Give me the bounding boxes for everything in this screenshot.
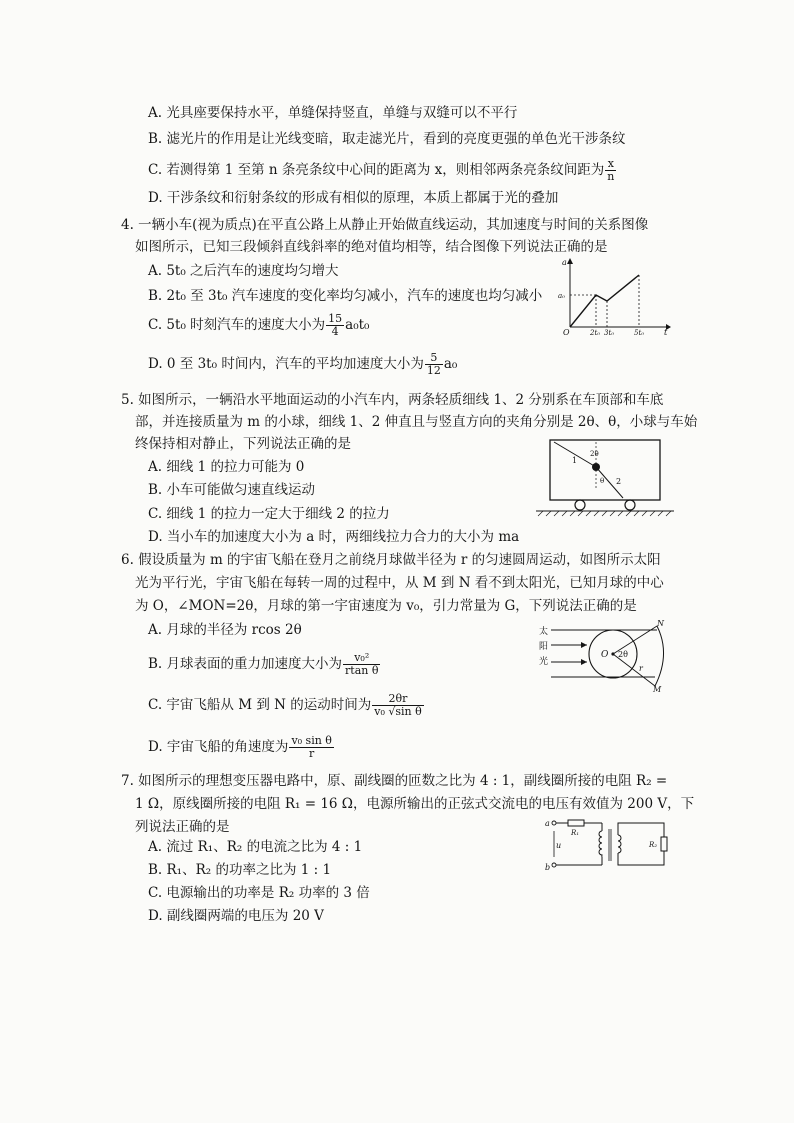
q6-b-text: B. 月球表面的重力加速度大小为 xyxy=(148,656,343,672)
q5-ball xyxy=(592,463,600,471)
q4-label-5t0: 5t₀ xyxy=(634,329,645,335)
q6-b-num: v₀² xyxy=(343,652,380,665)
q4-d-den: 12 xyxy=(426,364,441,377)
q6-orbit-arc xyxy=(655,626,664,686)
q7-option-a: A. 流过 R₁、R₂ 的电流之比为 4 : 1 xyxy=(148,839,363,855)
q6-b-fraction xyxy=(343,652,380,677)
q7-terminal-a xyxy=(552,821,556,825)
q4-label-o: O xyxy=(563,328,570,335)
q7-transformer-circuit xyxy=(544,815,674,875)
q4-label-3t0: 3t₀ xyxy=(604,329,615,335)
q3-c-num: x xyxy=(605,158,616,171)
q6-label-r: r xyxy=(639,664,643,673)
q6-c-text: C. 宇宙飞船从 M 到 N 的运动时间为 xyxy=(148,697,372,713)
q7-secondary-wire-top xyxy=(618,823,664,837)
q6-stem-2: 光为平行光，宇宙飞船在每转一周的过程中，从 M 到 N 看不到太阳光，已知月球的中心 xyxy=(135,575,664,591)
q6-option-b xyxy=(148,652,381,677)
q6-option-a: A. 月球的半径为 rcos 2θ xyxy=(148,622,302,638)
q7-option-b: B. R₁、R₂ 的功率之比为 1 : 1 xyxy=(148,862,332,878)
q5-option-b: B. 小车可能做匀速直线运动 xyxy=(148,482,316,498)
q4-option-d xyxy=(148,352,457,377)
q3-option-d: D. 干涉条纹和衍射条纹的形成有相似的原理，本质上都属于光的叠加 xyxy=(148,190,559,206)
q6-sun-char-3: 光 xyxy=(539,657,549,667)
q4-option-a: A. 5t₀ 之后汽车的速度均匀增大 xyxy=(148,263,339,279)
q6-d-num: v₀ sin θ xyxy=(291,734,332,747)
q4-label-a0: a₀ xyxy=(558,292,565,300)
q3-option-b: B. 滤光片的作用是让光线变暗，取走滤光片，看到的亮度更强的单色光干涉条纹 xyxy=(148,131,626,147)
q5-angle-theta: θ xyxy=(600,477,605,485)
q4-c-fraction xyxy=(326,313,344,338)
q7-label-r1: R₁ xyxy=(571,829,580,837)
q6-b-den: rtan θ xyxy=(345,664,379,677)
q5-wheel-right xyxy=(625,500,635,510)
q7-stem-3: 列说法正确的是 xyxy=(135,819,230,835)
q6-c-num: 2θr xyxy=(372,693,424,706)
q6-center xyxy=(611,652,614,655)
q7-label-b: b xyxy=(545,863,551,872)
q6-c-fraction xyxy=(372,693,424,718)
q6-sun-char-2: 阳 xyxy=(539,642,549,652)
q7-option-c: C. 电源输出的功率是 R₂ 功率的 3 倍 xyxy=(148,885,370,901)
q5-option-c: C. 细线 1 的拉力一定大于细线 2 的拉力 xyxy=(148,506,390,522)
q6-stem-1: 6. 假设质量为 m 的宇宙飞船在登月之前绕月球做半径为 r 的匀速圆周运动，如图所示太阳 xyxy=(121,552,661,568)
q6-sun-char-1: 太 xyxy=(539,627,549,637)
q7-primary-coil xyxy=(599,831,602,857)
q4-label-t: t xyxy=(664,328,668,335)
q4-acceleration-time-graph xyxy=(556,255,676,335)
q7-label-u: u xyxy=(556,841,562,850)
q6-arrow-2 xyxy=(581,659,587,665)
q5-angle-2theta: 2θ xyxy=(590,450,599,458)
q6-arrow-1 xyxy=(581,642,587,648)
q5-stem-2: 部，并连接质量为 m 的小球，细线 1、2 伸直且与竖直方向的夹角分别是 2θ、θ，小球与车始 xyxy=(135,414,698,430)
q4-d-text: D. 0 至 3t₀ 时间内，汽车的平均加速度大小为 xyxy=(148,356,424,372)
q5-option-d: D. 当小车的加速度大小为 a 时，两细线拉力合力的大小为 ma xyxy=(148,529,520,545)
q4-label-2t0: 2t₀ xyxy=(590,329,601,335)
q5-stem-1: 5. 如图所示，一辆沿水平地面运动的小汽车内，两条轻质细线 1、2 分别系在车顶部和车底 xyxy=(121,392,664,408)
q5-wheel-left xyxy=(575,500,585,510)
q7-stem-2: 1 Ω，原线圈所接的电阻 R₁ = 16 Ω，电源所输出的正弦式交流电的电压有效值为 200 V，下 xyxy=(135,796,695,812)
q3-option-c xyxy=(148,158,617,183)
q4-option-c xyxy=(148,313,369,338)
q7-stem-1: 7. 如图所示的理想变压器电路中，原、副线圈的匝数之比为 4 : 1，副线圈所接的电阻 R₂ = xyxy=(121,773,668,789)
q3-c-den: n xyxy=(607,170,615,183)
q3-option-a: A. 光具座要保持水平，单缝保持竖直，单缝与双缝可以不平行 xyxy=(148,105,518,121)
q5-label-1: 1 xyxy=(572,456,578,465)
q5-ground-hatch xyxy=(538,511,671,516)
q4-graph-line xyxy=(570,275,639,327)
q7-resistor-r2 xyxy=(661,837,667,851)
q6-option-c xyxy=(148,693,425,718)
q4-c-tail: a₀t₀ xyxy=(345,317,370,333)
q4-c-num: 15 xyxy=(328,312,343,325)
q4-label-a: a xyxy=(562,258,567,267)
q5-stem-3: 终保持相对静止，下列说法正确的是 xyxy=(135,436,351,452)
q4-a-arrow xyxy=(567,258,573,264)
q7-label-a: a xyxy=(545,819,550,828)
q6-d-fraction xyxy=(289,735,334,760)
q6-stem-3: 为 O，∠MON=2θ，月球的第一宇宙速度为 v₀，引力常量为 G，下列说法正确的是 xyxy=(135,598,637,614)
q7-secondary-coil xyxy=(618,835,621,853)
q7-label-r2: R₂ xyxy=(649,841,658,849)
q4-option-b: B. 2t₀ 至 3t₀ 汽车速度的变化率均匀减小，汽车的速度也均匀减小 xyxy=(148,288,543,304)
q5-option-a: A. 细线 1 的拉力可能为 0 xyxy=(148,459,305,475)
q3-option-c-text: C. 若测得第 1 至第 n 条亮条纹中心间的距离为 x，则相邻两条亮条纹间距为 xyxy=(148,162,605,178)
q5-car-diagram xyxy=(536,436,676,522)
q4-c-text: C. 5t₀ 时刻汽车的速度大小为 xyxy=(148,317,326,333)
q6-d-den: r xyxy=(309,747,315,760)
q6-d-text: D. 宇宙飞船的角速度为 xyxy=(148,739,289,755)
q3-option-c-fraction xyxy=(605,158,616,183)
q6-option-d xyxy=(148,735,335,760)
q4-d-fraction xyxy=(425,352,443,377)
q7-option-d: D. 副线圈两端的电压为 20 V xyxy=(148,908,324,924)
q6-label-n: N xyxy=(657,619,664,628)
q4-d-tail: a₀ xyxy=(443,356,458,372)
q5-label-2: 2 xyxy=(616,477,622,486)
q4-c-den: 4 xyxy=(331,325,339,338)
q4-d-num: 5 xyxy=(425,352,443,365)
q6-moon-orbit-diagram xyxy=(537,618,677,692)
q4-stem-1: 4. 一辆小车(视为质点)在平直公路上从静止开始做直线运动，其加速度与时间的关系图像 xyxy=(121,217,649,233)
q4-stem-2: 如图所示，已知三段倾斜直线斜率的绝对值均相等，结合图像下列说法正确的是 xyxy=(135,239,608,255)
q6-label-angle: 2θ xyxy=(618,650,628,659)
q7-secondary-wire-bottom xyxy=(618,851,664,865)
q7-resistor-r1 xyxy=(568,820,584,826)
q6-label-o: O xyxy=(601,650,609,660)
q6-c-den: v₀ √sin θ xyxy=(374,705,422,718)
q7-terminal-b xyxy=(552,863,556,867)
q6-label-m: M xyxy=(653,685,662,692)
